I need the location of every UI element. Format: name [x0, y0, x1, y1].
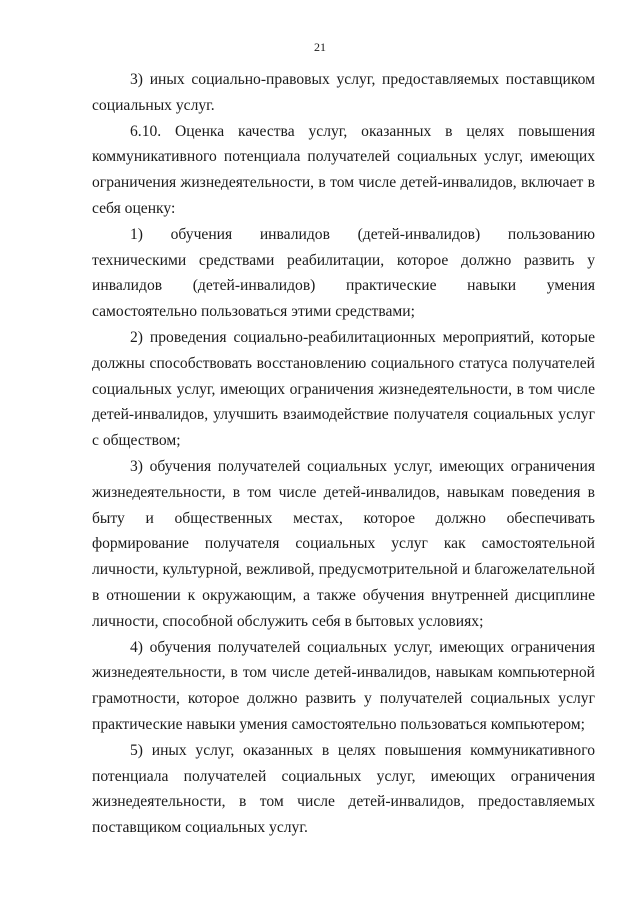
paragraph-item-4-computer-literacy: 4) обучения получателей социальных услуг, имеющих ограничения жизнедеятельности, в том числе детей-инвалидов, навыкам компьютерной грамотности, которое должно развить у получателей социальных услуг практические навыки умения самостоятельно пользоваться компьютером;	[92, 638, 595, 733]
paragraph-item-1-technical-rehab-training: 1) обучения инвалидов (детей-инвалидов) пользованию техническими средствами реабилитации, которое должно развить у инвалидов (детей-инвалидов) практические навыки умения самостоятельно пользоваться этими средствами;	[92, 225, 595, 321]
paragraph-6-10-heading: 6.10. Оценка качества услуг, оказанных в целях повышения коммуникативного потенциала получателей социальных услуг, имеющих ограничения жизнедеятельности, в том числе детей-инвалидов, включает в себя оценку:	[92, 122, 595, 217]
page-number: 21	[314, 40, 326, 54]
paragraph-item-3-other-legal-services: 3) иных социально-правовых услуг, предоставляемых поставщиком социальных услуг.	[92, 71, 595, 114]
paragraph-item-5-other-services: 5) иных услуг, оказанных в целях повышения коммуникативного потенциала получателей социальных услуг, имеющих ограничения жизнедеятельности, в том числе детей-инвалидов, предоставляемых поставщиком социальных услуг.	[92, 741, 595, 837]
paragraph-item-3-behavior-skills-training: 3) обучения получателей социальных услуг, имеющих ограничения жизнедеятельности, в том числе детей-инвалидов, навыкам поведения в быту и общественных местах, которое должно обеспечивать формирование получателя социальных услуг как самостоятельной личности, культурной, вежливой, предусмотрительной и благожелательной в отношении к окружающим, а также обучения внутренней дисциплине личности, способной обслужить себя в бытовых условиях;	[92, 457, 595, 630]
paragraph-item-2-social-rehab-measures: 2) проведения социально-реабилитационных мероприятий, которые должны способствовать восстановлению социального статуса получателей социальных услуг, имеющих ограничения жизнедеятельности, в том числе детей-инвалидов, улучшить взаимодействие получателя социальных услуг с обществом;	[92, 328, 595, 450]
document-body	[92, 67, 595, 841]
